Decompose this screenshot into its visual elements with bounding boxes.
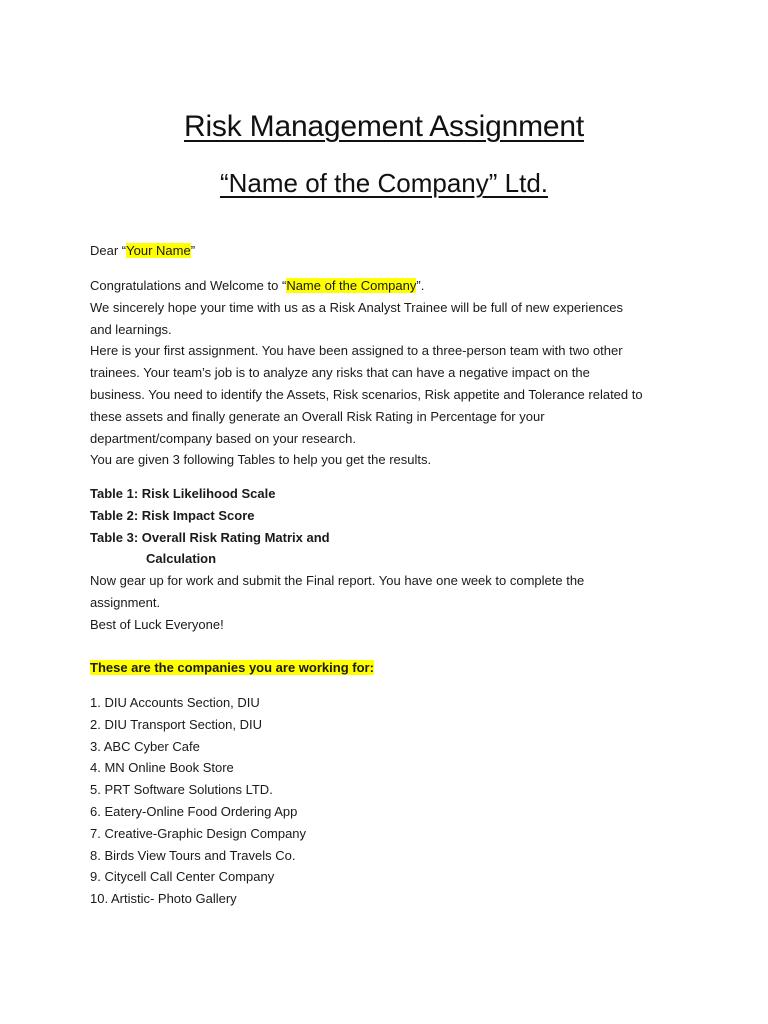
companies-list — [90, 692, 306, 910]
body-line: business. You need to identify the Assets, Risk scenarios, Risk appetite and Tolerance related to — [90, 386, 643, 402]
companies-heading — [90, 657, 690, 679]
welcome-suffix: ”. — [416, 278, 425, 293]
list-item: 8. Birds View Tours and Travels Co. — [90, 847, 296, 863]
welcome-line — [90, 275, 690, 297]
list-item: 2. DIU Transport Section, DIU — [90, 716, 262, 732]
body-line: Here is your first assignment. You have been assigned to a three-person team with two other — [90, 343, 623, 359]
companies-heading-highlight: These are the companies you are working for: — [90, 660, 374, 675]
company-placeholder-highlight: Name of the Company — [286, 278, 417, 293]
closing-line: Now gear up for work and submit the Final report. You have one week to complete the — [90, 573, 585, 589]
greeting-prefix: Dear “ — [90, 243, 127, 258]
table-reference: Table 1: Risk Likelihood Scale — [90, 486, 276, 501]
welcome-prefix: Congratulations and Welcome to “ — [90, 278, 287, 293]
document-subtitle: “Name of the Company” Ltd. — [219, 168, 549, 198]
body-line: these assets and finally generate an Overall Risk Rating in Percentage for your — [90, 408, 545, 424]
list-item: 6. Eatery-Online Food Ordering App — [90, 803, 298, 819]
body-line: We sincerely hope your time with us as a Risk Analyst Trainee will be full of new experiences — [90, 299, 624, 315]
tables-section — [90, 483, 690, 636]
greeting-suffix: ” — [190, 243, 196, 258]
greeting-line — [90, 240, 690, 262]
list-item: 9. Citycell Call Center Company — [90, 869, 275, 885]
name-placeholder-highlight: Your Name — [126, 243, 191, 258]
list-item: 4. MN Online Book Store — [90, 760, 234, 776]
body-line: You are given 3 following Tables to help you get the results. — [90, 452, 432, 468]
list-item: 5. PRT Software Solutions LTD. — [90, 782, 273, 798]
body-line: and learnings. — [90, 321, 172, 337]
document-title: Risk Management Assignment — [184, 110, 584, 143]
table-reference: Table 2: Risk Impact Score — [90, 507, 255, 523]
list-item: 3. ABC Cyber Cafe — [90, 738, 200, 754]
body-line: department/company based on your research. — [90, 430, 356, 446]
closing-line: Best of Luck Everyone! — [90, 616, 224, 632]
list-item: 1. DIU Accounts Section, DIU — [90, 695, 260, 710]
table-reference: Table 3: Overall Risk Rating Matrix and — [90, 529, 330, 545]
list-item: 7. Creative-Graphic Design Company — [90, 825, 307, 841]
closing-line: assignment. — [90, 594, 161, 610]
intro-paragraph — [90, 275, 690, 471]
table-reference-continuation: Calculation — [146, 551, 217, 567]
list-item: 10. Artistic- Photo Gallery — [90, 891, 237, 907]
body-line: trainees. Your team’s job is to analyze any risks that can have a negative impact on the — [90, 365, 590, 381]
